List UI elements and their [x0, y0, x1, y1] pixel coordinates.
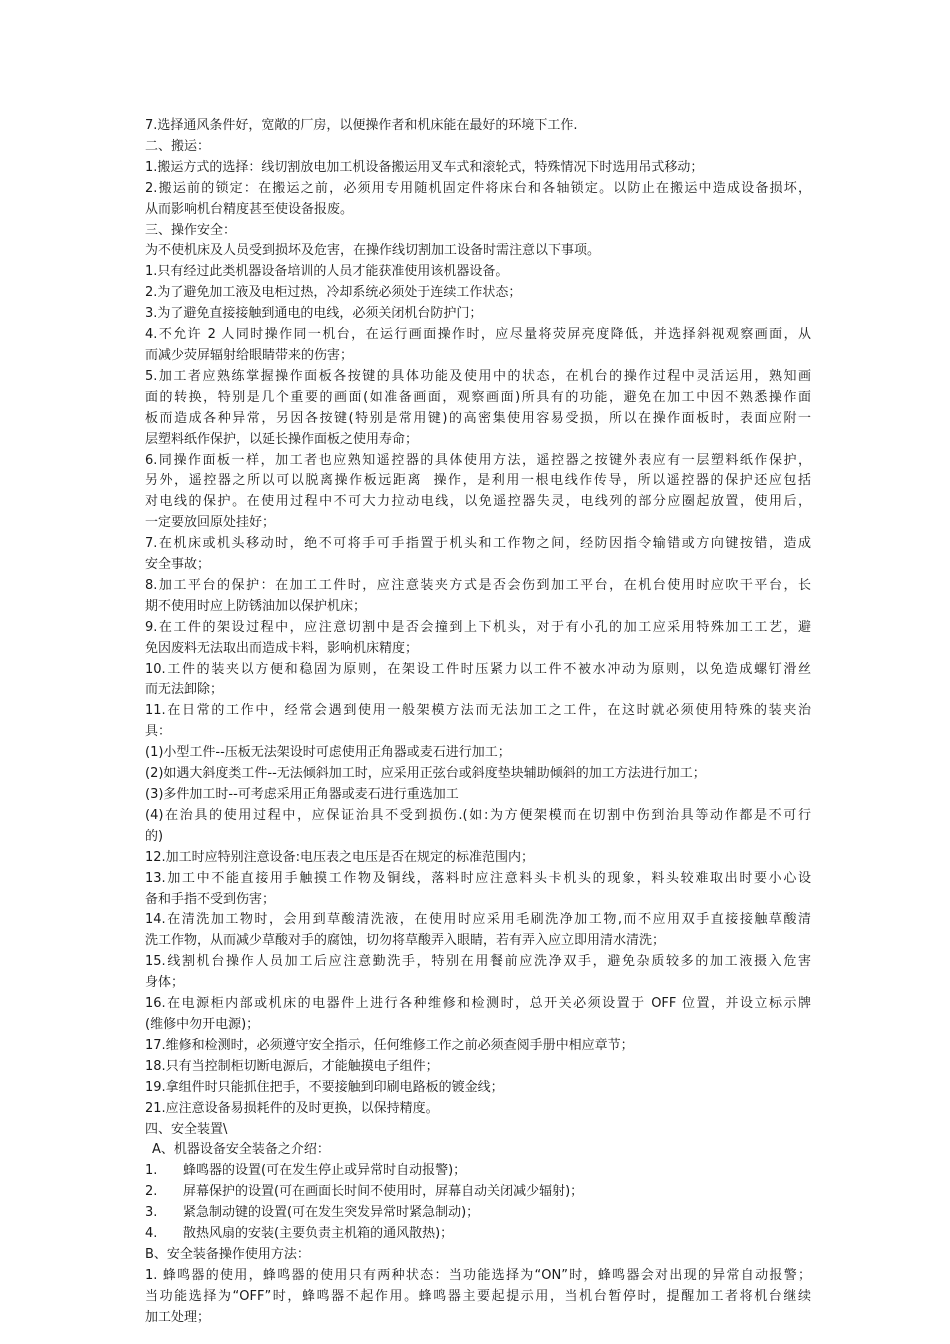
text-line: 面的转换，特别是几个重要的画面(如准备画面，观察画面)所具有的功能，避免在加工中因不熟悉操作面 [145, 389, 811, 405]
text-line: 一定要放回原处挂好； [145, 515, 276, 531]
text-line: 12.加工时应特别注意设备:电压表之电压是否在规定的标准范围内； [145, 849, 535, 865]
text-line: 而无法卸除； [145, 682, 224, 698]
text-line: 7.选择通风条件好，宽敞的厂房，以便操作者和机床能在最好的环境下工作. [145, 118, 578, 133]
text-line: 为不使机床及人员受到损坏及危害，在操作线切割加工设备时需注意以下事项。 [145, 243, 601, 259]
text-line: 期不使用时应上防锈油加以保护机床； [145, 598, 367, 614]
list-item [145, 1224, 811, 1245]
text-line: 另外，遥控器之所以可以脱离操作板远距离 操作，是利用一根电线作传导，所以遥控器的保护还应包括 [145, 473, 811, 489]
list-item [145, 1182, 811, 1203]
document-page [145, 116, 811, 1329]
text-line: (3)多件加工时--可考虑采用正角器或麦石进行重选加工 [145, 787, 459, 802]
text-line: 15.线割机台操作人员加工后应注意勤洗手，特别在用餐前应洗净双手，避免杂质较多的加工液摄入危害 [145, 954, 811, 970]
text-line: 16.在电源柜内部或机床的电器件上进行各种维修和检测时，总开关必须设置于 OFF 位置，并设立标示牌 [145, 996, 811, 1012]
text-line: 1.只有经过此类机器设备培训的人员才能获准使用该机器设备。 [145, 264, 509, 280]
text-line: 2.为了避免加工液及电柜过热，冷却系统必须处于连续工作状态； [145, 285, 522, 301]
section-heading: 四、安全装置\ [145, 1121, 228, 1137]
text-line: (1)小型工件--压板无法架设时可虑使用正角器或麦石进行加工； [145, 745, 511, 761]
text-line: 免因废料无法取出而造成卡料，影响机床精度； [145, 640, 419, 656]
text-line: 6.同操作面板一样，加工者也应熟知遥控器的具体使用方法，遥控器之按键外表应有一层塑料纸作保护， [145, 452, 811, 468]
text-line: 7.在机床或机头移动时，绝不可将手可手指置于机头和工作物之间，经防因指令输错或方向键按错，造成 [145, 536, 811, 552]
text-line: 当功能选择为“OFF”时，蜂鸣器不起作用。蜂鸣器主要起提示用，当机台暂停时，提醒加工者将机台继续 [145, 1288, 811, 1304]
text-line: 而减少荧屏辐射给眼睛带来的伤害； [145, 347, 354, 363]
text-line: 板而造成各种异常，另因各按键(特别是常用键)的高密集使用容易受损，所以在操作面板时，表面应附一 [145, 410, 811, 426]
list-item-text: 紧急制动键的设置(可在发生突发异常时紧急制动)； [183, 1205, 480, 1221]
text-line: 8.加工平台的保护：在加工工件时，应注意装夹方式是否会伤到加工平台，在机台使用时应吹干平台，长 [145, 577, 811, 593]
text-line: 11.在日常的工作中，经常会遇到使用一般架模方法而无法加工之工件，在这时就必须使用特殊的装夹治 [145, 703, 811, 719]
text-line: 洗工作物，从而减少草酸对手的腐蚀，切勿将草酸弄入眼睛，若有弄入应立即用清水清洗； [145, 933, 666, 949]
section-heading: 二、搬运： [145, 138, 211, 154]
document-body [145, 116, 811, 1329]
text-line: 10.工件的装夹以方便和稳固为原则，在架设工件时压紧力以工件不被水冲动为原则，以免造成螺钉滑丝 [145, 661, 811, 677]
text-line: 3.为了避免直接接触到通电的电线，必须关闭机台防护门； [145, 306, 483, 322]
text-line: 21.应注意设备易损耗件的及时更换，以保持精度。 [145, 1100, 439, 1116]
section-heading: B、安全装备操作使用方法： [145, 1246, 310, 1262]
text-line: 从而影响机台精度甚至使设备报废。 [145, 201, 354, 217]
text-line: 层塑料纸作保护，以延长操作面板之使用寿命； [145, 431, 419, 447]
text-line: 9.在工件的架设过程中，应注意切割中是否会撞到上下机头，对于有小孔的加工应采用特殊加工工艺，避 [145, 619, 811, 635]
text-line: 13.加工中不能直接用手触摸工作物及铜线，落料时应注意料头卡机头的现象，料头较难取出时要小心设 [145, 870, 811, 886]
list-item-number: 3. [145, 1205, 158, 1221]
section-heading: 三、操作安全： [145, 222, 237, 238]
text-line: 14.在清洗加工物时，会用到草酸清洗液，在使用时应采用毛刷洗净加工物,而不应用双手直接接触草酸清 [145, 912, 811, 928]
text-line: 2.搬运前的锁定：在搬运之前，必须用专用随机固定件将床台和各轴锁定。以防止在搬运中造成设备损坏， [145, 180, 811, 196]
text-line: 17.维修和检测时，必须遵守安全指示，任何维修工作之前必须查阅手册中相应章节； [145, 1037, 634, 1053]
text-line: 备和手指不受到伤害； [145, 891, 276, 907]
list-item-text: 屏幕保护的设置(可在画面长时间不使用时，屏幕自动关闭减少辐射)； [183, 1184, 584, 1200]
list-item [145, 1161, 811, 1182]
list-item-number: 1. [145, 1163, 158, 1179]
text-line: A、机器设备安全装备之介绍： [152, 1142, 330, 1158]
list-item-text: 蜂鸣器的设置(可在发生停止或异常时自动报警)； [183, 1163, 467, 1179]
list-item [145, 1203, 811, 1224]
text-line: (维修中勿开电源)； [145, 1016, 260, 1032]
list-item-number: 2. [145, 1184, 158, 1200]
list-item-text: 散热风扇的安装(主要负责主机箱的通风散热)； [183, 1226, 454, 1242]
text-line: 加工处理； [145, 1309, 211, 1325]
text-line: (2)如遇大斜度类工件--无法倾斜加工时，应采用正弦台或斜度垫块辅助倾斜的加工方法进行加工； [145, 766, 706, 782]
list-item-number: 4. [145, 1226, 158, 1242]
text-line: 19.拿组件时只能抓住把手，不要接触到印刷电路板的镀金线； [145, 1079, 504, 1095]
text-line: (4)在治具的使用过程中，应保证治具不受到损伤.(如:为方便架模而在切割中伤到治具等动作都是不可行 [145, 807, 811, 823]
text-line: 对电线的保护。在使用过程中不可大力拉动电线，以免遥控器失灵，电线列的部分应圈起放置，使用后， [145, 494, 811, 510]
text-line: 的) [145, 828, 164, 844]
text-line: 具： [145, 724, 172, 740]
text-line: 1.搬运方式的选择：线切割放电加工机设备搬运用叉车式和滚轮式，特殊情况下时选用吊式移动； [145, 159, 704, 175]
text-line: 1. 蜂鸣器的使用，蜂鸣器的使用只有两种状态：当功能选择为“ON”时，蜂鸣器会对出现的异常自动报警； [145, 1267, 811, 1283]
text-line: 18.只有当控制柜切断电源后，才能触摸电子组件； [145, 1058, 439, 1074]
text-line: 4.不允许 2 人同时操作同一机台，在运行画面操作时，应尽量将荧屏亮度降低，并选择斜视观察画面，从 [145, 327, 811, 343]
text-line: 身体； [145, 975, 185, 991]
text-line: 5.加工者应熟练掌握操作面板各按键的具体功能及使用中的状态，在机台的操作过程中灵活运用，熟知画 [145, 368, 811, 384]
text-line: 安全事故； [145, 557, 211, 573]
